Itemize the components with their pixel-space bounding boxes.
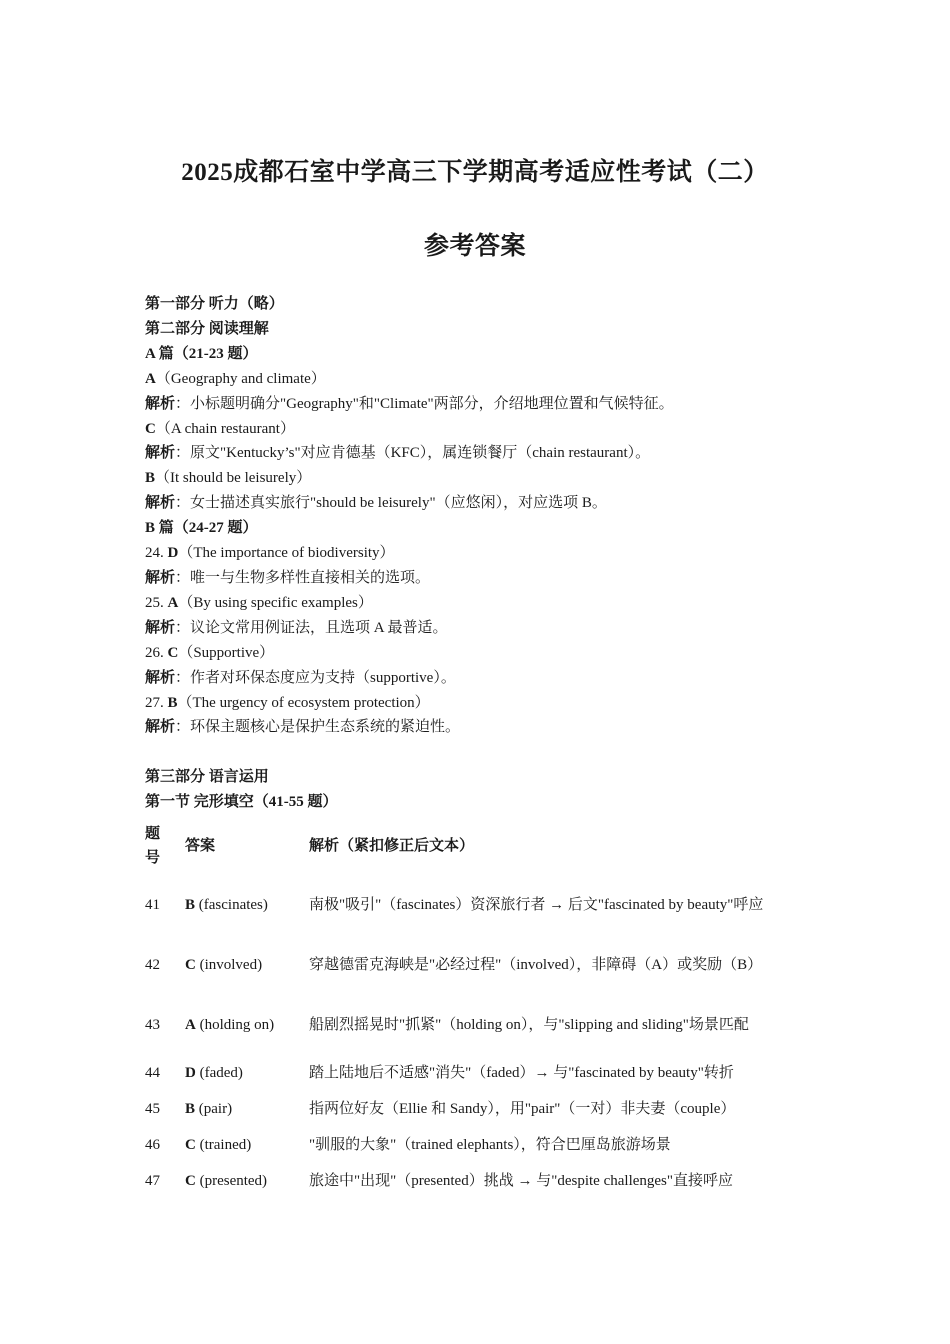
row-number: 44: [145, 1065, 160, 1082]
passage-a-heading: A 篇（21-23 题）: [145, 345, 258, 362]
row-answer: [185, 935, 309, 995]
passage-b-answers: [145, 541, 810, 740]
analysis-label: 解析: [145, 669, 176, 686]
answer-letter: B: [167, 694, 178, 711]
passage-a-answers: [145, 367, 810, 516]
answer-line: [145, 417, 810, 442]
passage-b-heading: B 篇（24-27 题）: [145, 520, 258, 537]
analysis-line: [145, 715, 810, 740]
table-row: [145, 1055, 810, 1091]
row-analysis: 穿越德雷克海峡是"必经过程"（involved），非障碍（A）或奖励（B）: [309, 957, 763, 974]
analysis-text: ：作者对环保态度应为支持（supportive）。: [175, 669, 456, 686]
table-row: [145, 1091, 810, 1127]
row-answer: [185, 1055, 309, 1091]
row-analysis: 船剧烈摇晃时"抓紧"（holding on），与"slipping and sliding"场景匹配: [309, 1017, 749, 1034]
table-row: [145, 875, 810, 935]
row-analysis: "驯服的大象"（trained elephants），符合巴厘岛旅游场景: [309, 1137, 671, 1154]
row-number: 46: [145, 1137, 160, 1154]
answer-line: [145, 691, 810, 716]
analysis-text: ：原文"Kentucky’s"对应肯德基（KFC），属连锁餐厅（chain restaurant）。: [175, 445, 651, 462]
analysis-line: [145, 666, 810, 691]
row-answer-word: (fascinates): [195, 897, 268, 914]
answer-letter: D: [167, 545, 179, 562]
row-answer-letter: B: [185, 897, 196, 914]
row-analysis: 踏上陆地后不适感"消失"（faded）→ 与"fascinated by beauty"转折: [309, 1065, 734, 1082]
analysis-text: ：女士描述真实旅行"should be leisurely"（应悠闲），对应选项 B。: [175, 495, 607, 512]
answer-letter: C: [167, 644, 179, 661]
header-number: 题号: [145, 826, 161, 867]
row-answer-letter: A: [185, 1017, 196, 1034]
answer-line: [145, 591, 810, 616]
answer-option: （The importance of biodiversity）: [178, 545, 395, 562]
part2-heading: 第二部分 阅读理解: [145, 320, 269, 337]
answer-letter: A: [167, 594, 179, 611]
answer-option: （The urgency of ecosystem protection）: [177, 694, 430, 711]
analysis-line: [145, 566, 810, 591]
cloze-answer-table: [145, 817, 810, 1199]
row-answer: [185, 1091, 309, 1127]
analysis-line: [145, 616, 810, 641]
answer-option: （Geography and climate）: [155, 370, 326, 387]
document-body: [145, 292, 810, 1199]
row-number: 41: [145, 897, 160, 914]
row-number: 45: [145, 1101, 160, 1118]
analysis-line: [145, 392, 810, 417]
row-answer: [185, 1163, 309, 1199]
analysis-label: 解析: [145, 619, 176, 636]
row-analysis: 旅途中"出现"（presented）挑战 → 与"despite challenges"直接呼应: [309, 1173, 734, 1190]
row-analysis: 南极"吸引"（fascinates）资深旅行者 → 后文"fascinated by beauty"呼应: [309, 897, 764, 914]
header-analysis: 解析（紧扣修正后文本）: [309, 838, 475, 855]
question-number: 27.: [145, 694, 168, 711]
row-answer-word: (faded): [195, 1065, 243, 1082]
answer-letter: A: [145, 370, 156, 387]
row-analysis: 指两位好友（Ellie 和 Sandy），用"pair"（一对）非夫妻（couple）: [309, 1101, 736, 1118]
question-number: 24.: [145, 545, 168, 562]
answer-line: [145, 541, 810, 566]
row-answer-word: (involved): [195, 957, 263, 974]
analysis-text: ：议论文常用例证法，且选项 A 最普适。: [175, 619, 448, 636]
cloze-section-heading: 第一节 完形填空（41-55 题）: [145, 794, 338, 811]
row-answer-word: (trained): [195, 1137, 252, 1154]
answer-line: [145, 466, 810, 491]
answer-letter: C: [145, 420, 156, 437]
answer-option: （It should be leisurely）: [155, 470, 312, 487]
answer-option: （By using specific examples）: [178, 594, 373, 611]
document-subtitle: 参考答案: [423, 233, 526, 260]
part3-heading: 第三部分 语言运用: [145, 769, 269, 786]
answer-line: [145, 641, 810, 666]
answer-line: [145, 367, 810, 392]
table-header-row: [145, 817, 810, 875]
row-answer: [185, 1127, 309, 1163]
row-number: 47: [145, 1173, 160, 1190]
analysis-text: ：小标题明确分"Geography"和"Climate"两部分，介绍地理位置和气候特征。: [175, 395, 674, 412]
row-answer-letter: B: [185, 1101, 196, 1118]
part1-heading: 第一部分 听力（略）: [145, 296, 284, 312]
question-number: 25.: [145, 594, 168, 611]
row-answer-word: (holding on): [195, 1017, 275, 1034]
answer-option: （A chain restaurant）: [155, 420, 295, 437]
row-answer-letter: C: [185, 1173, 196, 1190]
question-number: 26.: [145, 644, 168, 661]
answer-letter: B: [145, 470, 156, 487]
analysis-label: 解析: [145, 495, 176, 512]
table-row: [145, 1163, 810, 1199]
analysis-label: 解析: [145, 569, 176, 586]
row-answer-letter: C: [185, 957, 196, 974]
analysis-text: ：唯一与生物多样性直接相关的选项。: [175, 569, 431, 586]
answer-option: （Supportive）: [178, 644, 275, 661]
analysis-label: 解析: [145, 445, 176, 462]
document-title: 2025成都石室中学高三下学期高考适应性考试（二）: [181, 159, 769, 186]
spacer: [145, 740, 810, 765]
analysis-text: ：环保主题核心是保护生态系统的紧迫性。: [175, 719, 461, 736]
analysis-line: [145, 491, 810, 516]
row-number: 43: [145, 1017, 160, 1034]
header-answer: 答案: [185, 838, 216, 855]
row-answer: [185, 995, 309, 1055]
row-answer-letter: D: [185, 1065, 196, 1082]
analysis-label: 解析: [145, 395, 176, 412]
table-row: [145, 935, 810, 995]
row-answer-letter: C: [185, 1137, 196, 1154]
row-answer-word: (pair): [195, 1101, 233, 1118]
row-answer-word: (presented): [195, 1173, 268, 1190]
table-row: [145, 995, 810, 1055]
table-row: [145, 1127, 810, 1163]
analysis-line: [145, 441, 810, 466]
row-number: 42: [145, 957, 160, 974]
analysis-label: 解析: [145, 719, 176, 736]
row-answer: [185, 875, 309, 935]
